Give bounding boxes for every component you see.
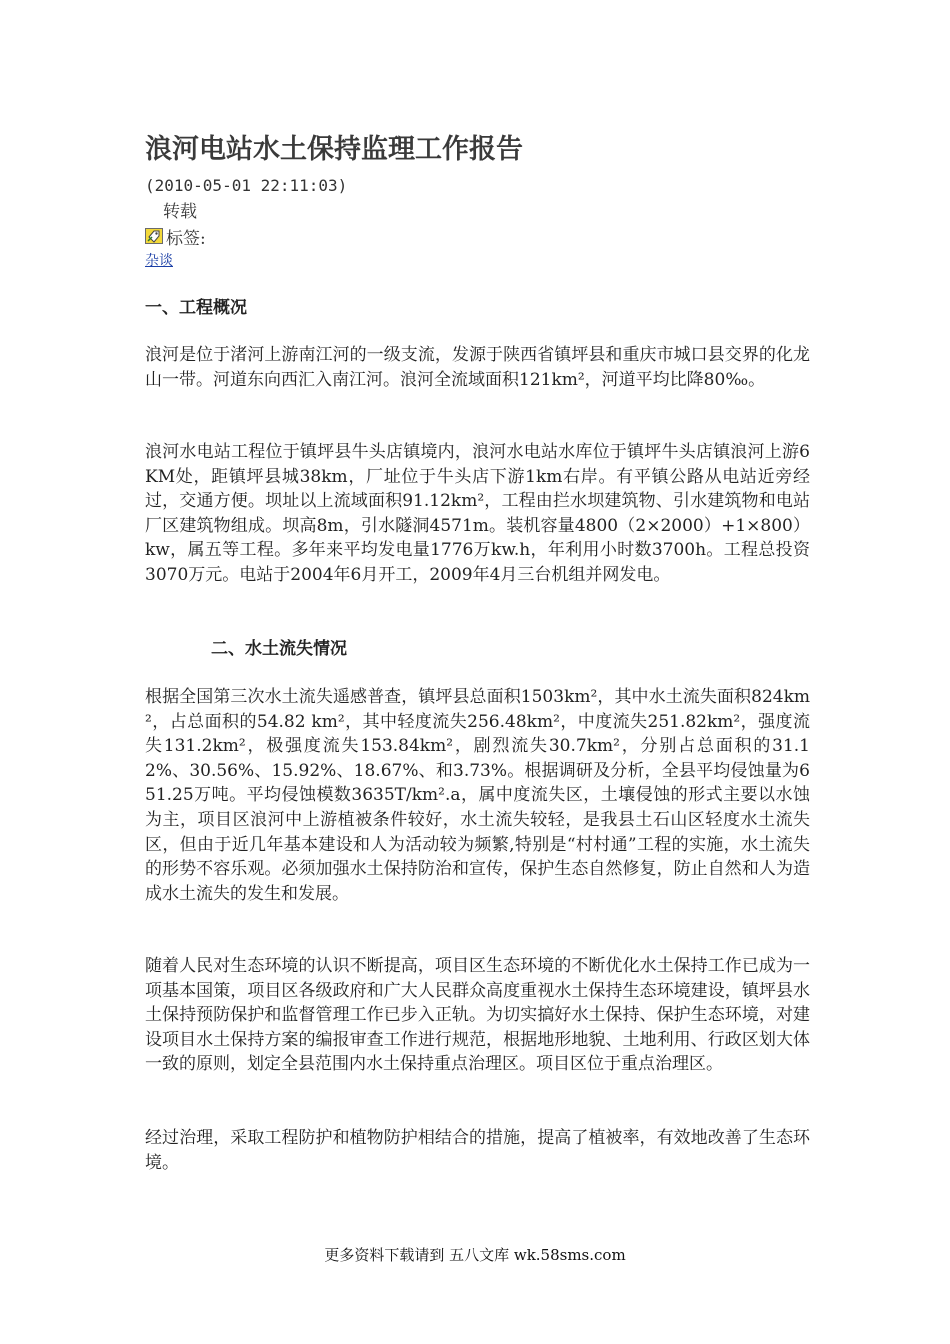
tag-link-zatan[interactable]: 杂谈 (145, 253, 173, 269)
article-title: 浪河电站水土保持监理工作报告 (145, 134, 523, 165)
tags-label: 标签: (166, 228, 206, 249)
tag-icon (145, 228, 163, 244)
section-heading-overview: 一、工程概况 (145, 298, 247, 318)
section-heading-soil-erosion: 二、水土流失情况 (211, 639, 347, 659)
paragraph: 浪河水电站工程位于镇坪县牛头店镇境内，浪河水电站水库位于镇坪牛头店镇浪河上游6KM处，距镇坪县城38km，厂址位于牛头店下游1km右岸。有平镇公路从电站近旁经过，交通方便。坝址以上流域面积91.12km²，工程由拦水坝建筑物、引水建筑物和电站厂区建筑物组成。坝高8m，引水隧洞4571m。装机容量4800（2×2000）+1×800）kw，属五等工程。多年来平均发电量1776万kw.h，年利用小时数3700h。工程总投资3070万元。电站于2004年6月开工，2009年4月三台机组并网发电。 (145, 442, 810, 585)
repost-label: 转载 (163, 202, 197, 222)
tags-row (145, 224, 206, 248)
paragraph: 经过治理，采取工程防护和植物防护相结合的措施，提高了植被率，有效地改善了生态环境。 (145, 1128, 810, 1173)
footer-download-note: 更多资料下载请到 五八文库 wk.58sms.com (324, 1246, 626, 1264)
paragraph: 随着人民对生态环境的认识不断提高，项目区生态环境的不断优化水土保持工作已成为一项基本国策，项目区各级政府和广大人民群众高度重视水土保持生态环境建设，镇坪县水土保持预防保护和监督管理工作已步入正轨。为切实搞好水土保持、保护生态环境，对建设项目水土保持方案的编报审查工作进行规范，根据地形地貌、土地利用、行政区划大体一致的原则，划定全县范围内水土保持重点治理区。项目区位于重点治理区。 (145, 956, 810, 1075)
paragraph: 根据全国第三次水土流失遥感普查，镇坪县总面积1503km²，其中水土流失面积824km²，占总面积的54.82 km²，其中轻度流失256.48km²，中度流失251.82km²，强度流失131.2km²，极强度流失153.84km²，剧烈流失30.7km²，分别占总面积的31.12%、30.56%、15.92%、18.67%、和3.73%。根据调研及分析，全县平均侵蚀量为651.25万吨。平均侵蚀模数3635T/km².a，属中度流失区，土壤侵蚀的形式主要以水蚀为主，项目区浪河中上游植被条件较好，水土流失较轻，是我县土石山区轻度水土流失区，但由于近几年基本建设和人为活动较为频繁,特别是“村村通”工程的实施，水土流失的形势不容乐观。必须加强水土保持防治和宣传，保护生态自然修复，防止自然和人为造成水土流失的发生和发展。 (145, 687, 810, 904)
post-datetime: (2010-05-01 22:11:03) (145, 176, 348, 195)
paragraph: 浪河是位于渚河上游南江河的一级支流，发源于陕西省镇坪县和重庆市城口县交界的化龙山一带。河道东向西汇入南江河。浪河全流域面积121km²，河道平均比降80‰。 (145, 345, 810, 390)
